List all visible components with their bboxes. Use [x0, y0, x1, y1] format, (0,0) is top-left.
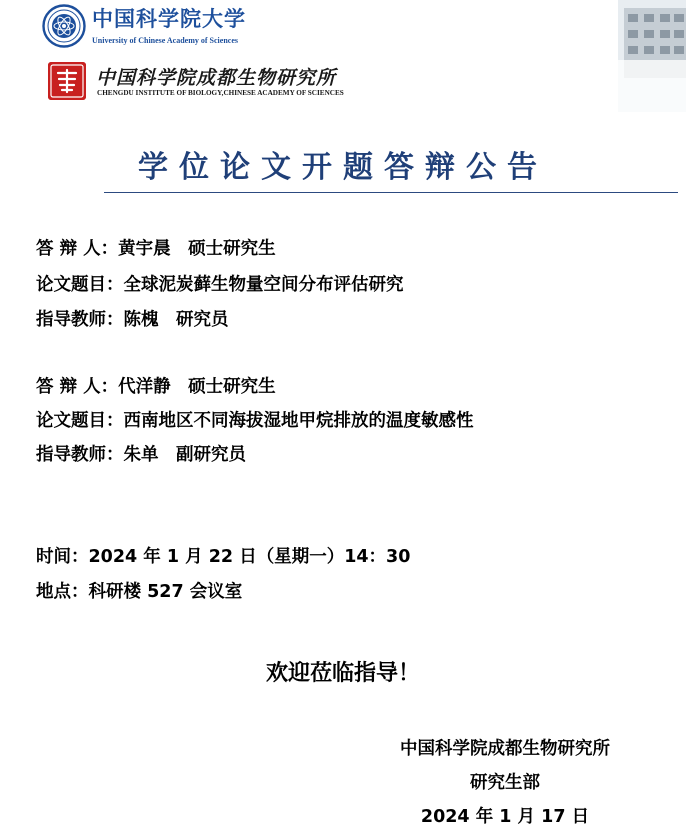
respondent-1: 答 辩 人：黄宇晨 硕士研究生	[36, 239, 276, 259]
cib-name-en: CHENGDU INSTITUTE OF BIOLOGY,CHINESE ACADEMY OF SCIENCES	[97, 89, 344, 97]
ucas-name-cn: 中国科学院大学	[92, 6, 246, 31]
respondent-2: 答 辩 人：代洋静 硕士研究生	[36, 377, 276, 397]
welcome-message: 欢迎莅临指导！	[265, 661, 420, 686]
building-photo	[618, 0, 686, 112]
thesis-title-1: 论文题目：全球泥炭藓生物量空间分布评估研究	[36, 275, 404, 295]
defense-place: 地点：科研楼 527 会议室	[36, 582, 243, 602]
advisor-1: 指导教师：陈槐 研究员	[36, 310, 229, 330]
title-divider	[104, 192, 678, 193]
cib-seal-icon	[48, 62, 86, 100]
signature-department: 研究生部	[470, 773, 540, 793]
ucas-emblem-icon	[42, 4, 86, 48]
advisor-2: 指导教师：朱单 副研究员	[36, 445, 246, 465]
thesis-title-2: 论文题目：西南地区不同海拔湿地甲烷排放的温度敏感性	[36, 411, 474, 431]
ucas-name-en: University of Chinese Academy of Sciences	[92, 36, 238, 45]
signature-date: 2024 年 1 月 17 日	[420, 807, 590, 827]
page-title: 学位论文开题答辩公告	[138, 150, 548, 185]
cib-name-cn: 中国科学院成都生物研究所	[96, 67, 337, 89]
defense-time: 时间：2024 年 1 月 22 日（星期一）14：30	[36, 547, 411, 567]
signature-institute: 中国科学院成都生物研究所	[400, 739, 610, 759]
